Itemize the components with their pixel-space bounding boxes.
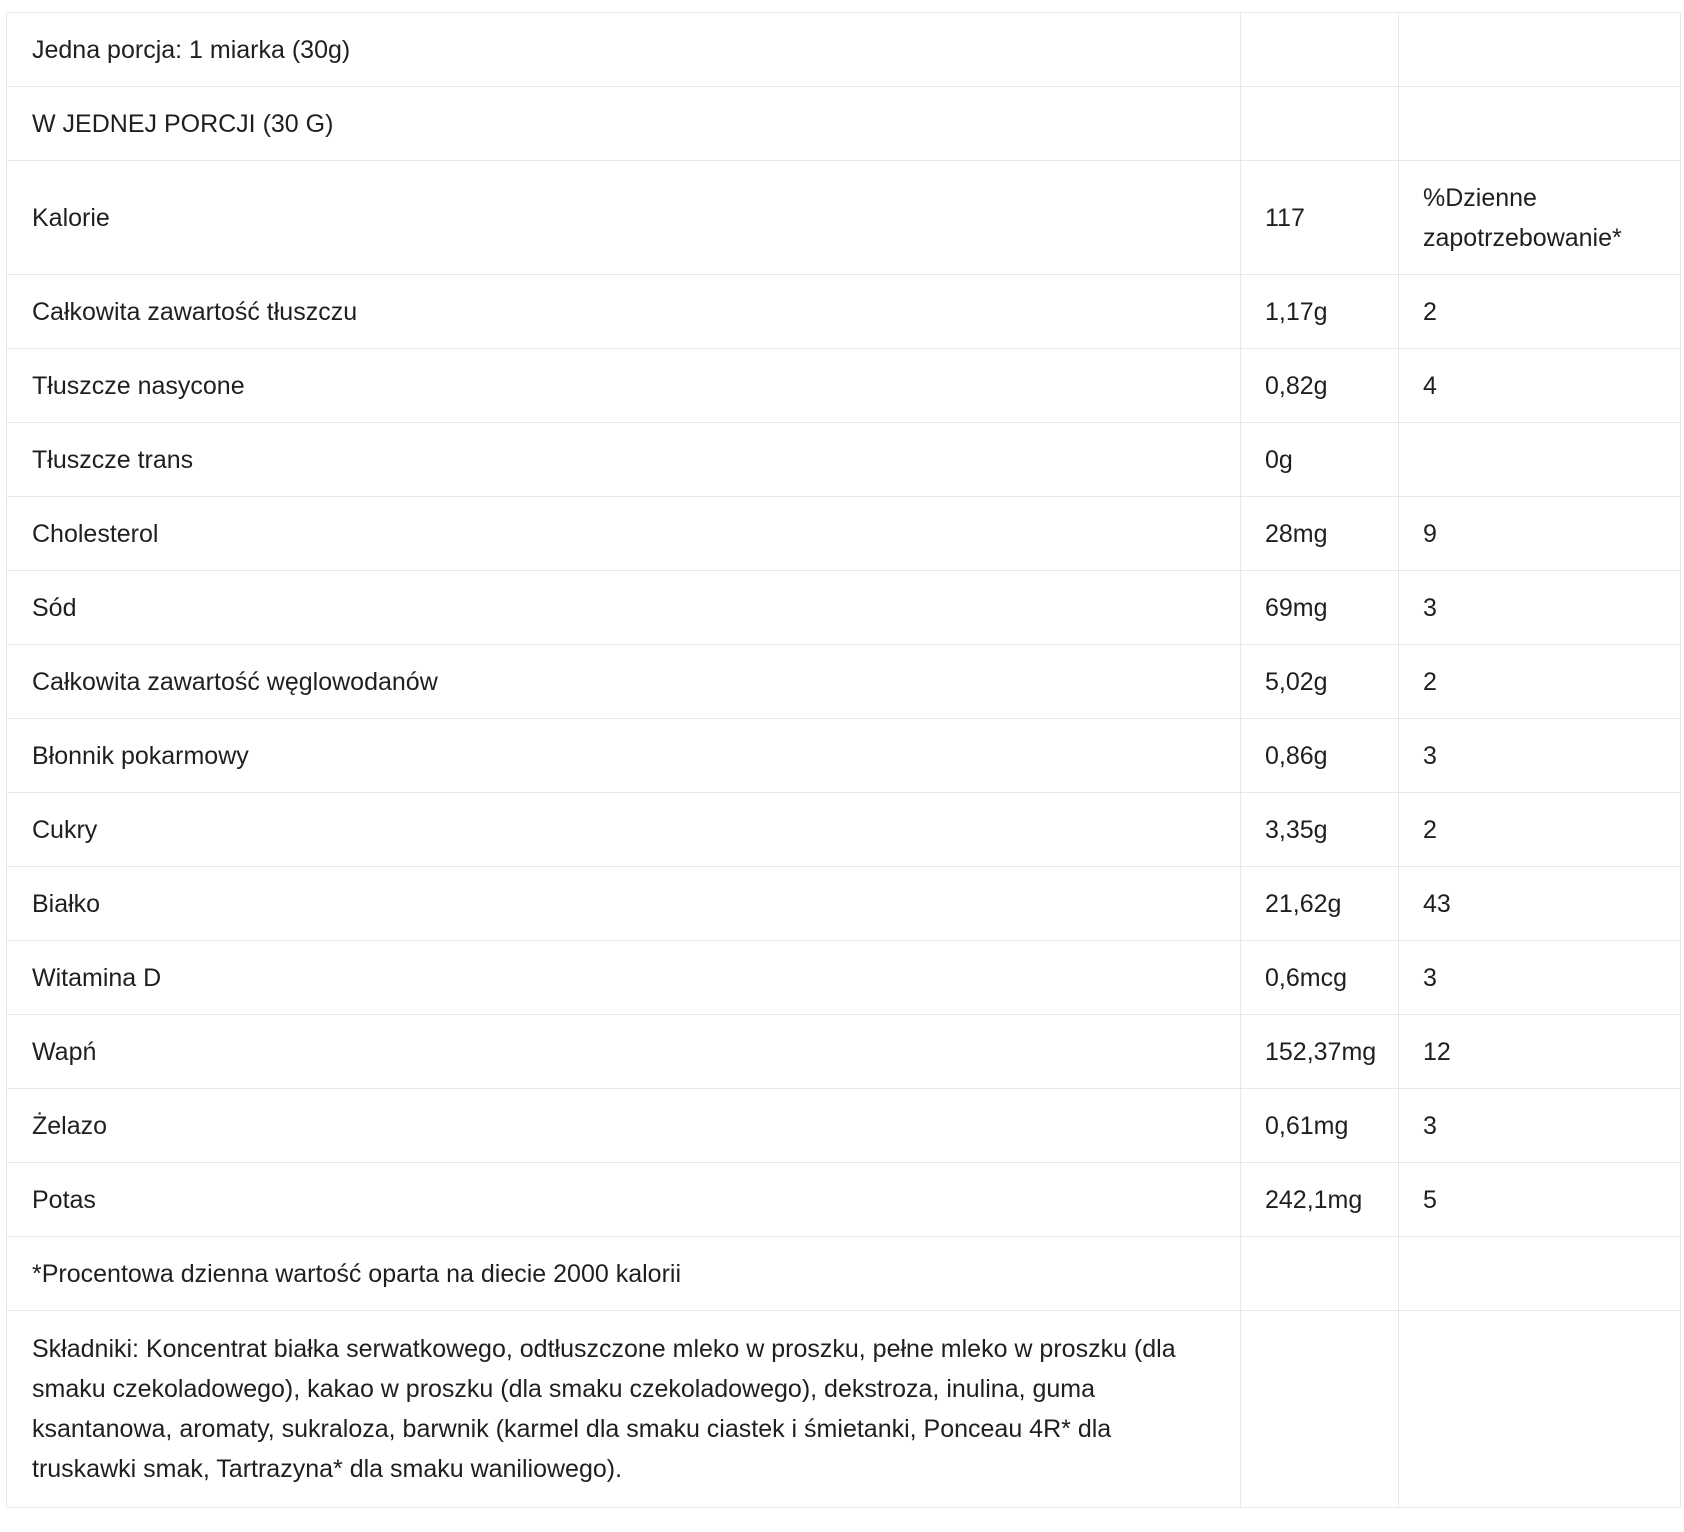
nutrient-amount: 69mg bbox=[1241, 571, 1399, 645]
calories-value: 117 bbox=[1241, 161, 1399, 275]
per-serving-header: W JEDNEJ PORCJI (30 G) bbox=[7, 87, 1241, 161]
nutrient-amount: 21,62g bbox=[1241, 867, 1399, 941]
nutrient-daily-value: 2 bbox=[1399, 645, 1681, 719]
empty-cell bbox=[1399, 1237, 1681, 1311]
nutrition-table bbox=[6, 12, 1681, 1508]
nutrient-row bbox=[7, 423, 1681, 497]
nutrient-daily-value: 2 bbox=[1399, 793, 1681, 867]
calories-label: Kalorie bbox=[7, 161, 1241, 275]
nutrient-amount: 242,1mg bbox=[1241, 1163, 1399, 1237]
empty-cell bbox=[1241, 1237, 1399, 1311]
nutrient-daily-value: 3 bbox=[1399, 719, 1681, 793]
nutrient-daily-value: 3 bbox=[1399, 1089, 1681, 1163]
empty-cell bbox=[1241, 13, 1399, 87]
nutrient-row bbox=[7, 1163, 1681, 1237]
nutrient-amount: 152,37mg bbox=[1241, 1015, 1399, 1089]
nutrient-amount: 0g bbox=[1241, 423, 1399, 497]
per-serving-header-row bbox=[7, 87, 1681, 161]
empty-cell bbox=[1241, 1311, 1399, 1508]
nutrient-daily-value: 3 bbox=[1399, 571, 1681, 645]
nutrient-row bbox=[7, 1089, 1681, 1163]
nutrient-name: Cukry bbox=[7, 793, 1241, 867]
nutrient-row bbox=[7, 1015, 1681, 1089]
nutrient-name: Całkowita zawartość tłuszczu bbox=[7, 275, 1241, 349]
nutrient-row bbox=[7, 867, 1681, 941]
nutrient-row bbox=[7, 645, 1681, 719]
nutrient-daily-value: 3 bbox=[1399, 941, 1681, 1015]
nutrient-amount: 3,35g bbox=[1241, 793, 1399, 867]
nutrient-amount: 5,02g bbox=[1241, 645, 1399, 719]
nutrient-row bbox=[7, 349, 1681, 423]
nutrient-row bbox=[7, 275, 1681, 349]
nutrient-amount: 1,17g bbox=[1241, 275, 1399, 349]
footnote-row bbox=[7, 1237, 1681, 1311]
nutrient-amount: 0,61mg bbox=[1241, 1089, 1399, 1163]
nutrient-name: Sód bbox=[7, 571, 1241, 645]
empty-cell bbox=[1399, 87, 1681, 161]
serving-label: Jedna porcja: 1 miarka (30g) bbox=[7, 13, 1241, 87]
nutrient-row bbox=[7, 941, 1681, 1015]
nutrient-name: Błonnik pokarmowy bbox=[7, 719, 1241, 793]
nutrient-amount: 0,86g bbox=[1241, 719, 1399, 793]
empty-cell bbox=[1399, 1311, 1681, 1508]
nutrient-row bbox=[7, 719, 1681, 793]
nutrient-name: Wapń bbox=[7, 1015, 1241, 1089]
nutrient-amount: 28mg bbox=[1241, 497, 1399, 571]
nutrient-daily-value: 4 bbox=[1399, 349, 1681, 423]
ingredients-row bbox=[7, 1311, 1681, 1508]
nutrient-name: Tłuszcze trans bbox=[7, 423, 1241, 497]
nutrient-name: Potas bbox=[7, 1163, 1241, 1237]
nutrient-row bbox=[7, 793, 1681, 867]
nutrition-table-body bbox=[7, 13, 1681, 1508]
nutrient-name: Całkowita zawartość węglowodanów bbox=[7, 645, 1241, 719]
nutrient-amount: 0,82g bbox=[1241, 349, 1399, 423]
nutrient-name: Żelazo bbox=[7, 1089, 1241, 1163]
ingredients-text: Składniki: Koncentrat białka serwatkowego, odtłuszczone mleko w proszku, pełne mleko w proszku (dla smaku czekoladowego), kakao w proszku (dla smaku czekoladowego), dekstroza, inulina, guma ksantanowa, aromaty, sukraloza, barwnik (karmel dla smaku ciastek i śmietanki, Ponceau 4R* dla truskawki smak, Tartrazyna* dla smaku waniliowego). bbox=[7, 1311, 1241, 1508]
daily-value-header: %Dzienne zapotrzebowanie* bbox=[1399, 161, 1681, 275]
calories-row bbox=[7, 161, 1681, 275]
nutrient-row bbox=[7, 497, 1681, 571]
empty-cell bbox=[1241, 87, 1399, 161]
nutrient-row bbox=[7, 571, 1681, 645]
nutrient-name: Witamina D bbox=[7, 941, 1241, 1015]
nutrient-name: Białko bbox=[7, 867, 1241, 941]
nutrition-table-container bbox=[6, 12, 1680, 1508]
nutrient-daily-value bbox=[1399, 423, 1681, 497]
nutrient-daily-value: 12 bbox=[1399, 1015, 1681, 1089]
nutrient-daily-value: 9 bbox=[1399, 497, 1681, 571]
empty-cell bbox=[1399, 13, 1681, 87]
nutrient-name: Tłuszcze nasycone bbox=[7, 349, 1241, 423]
serving-row bbox=[7, 13, 1681, 87]
nutrient-amount: 0,6mcg bbox=[1241, 941, 1399, 1015]
nutrient-daily-value: 43 bbox=[1399, 867, 1681, 941]
footnote-text: *Procentowa dzienna wartość oparta na diecie 2000 kalorii bbox=[7, 1237, 1241, 1311]
nutrient-daily-value: 2 bbox=[1399, 275, 1681, 349]
nutrient-daily-value: 5 bbox=[1399, 1163, 1681, 1237]
nutrient-name: Cholesterol bbox=[7, 497, 1241, 571]
